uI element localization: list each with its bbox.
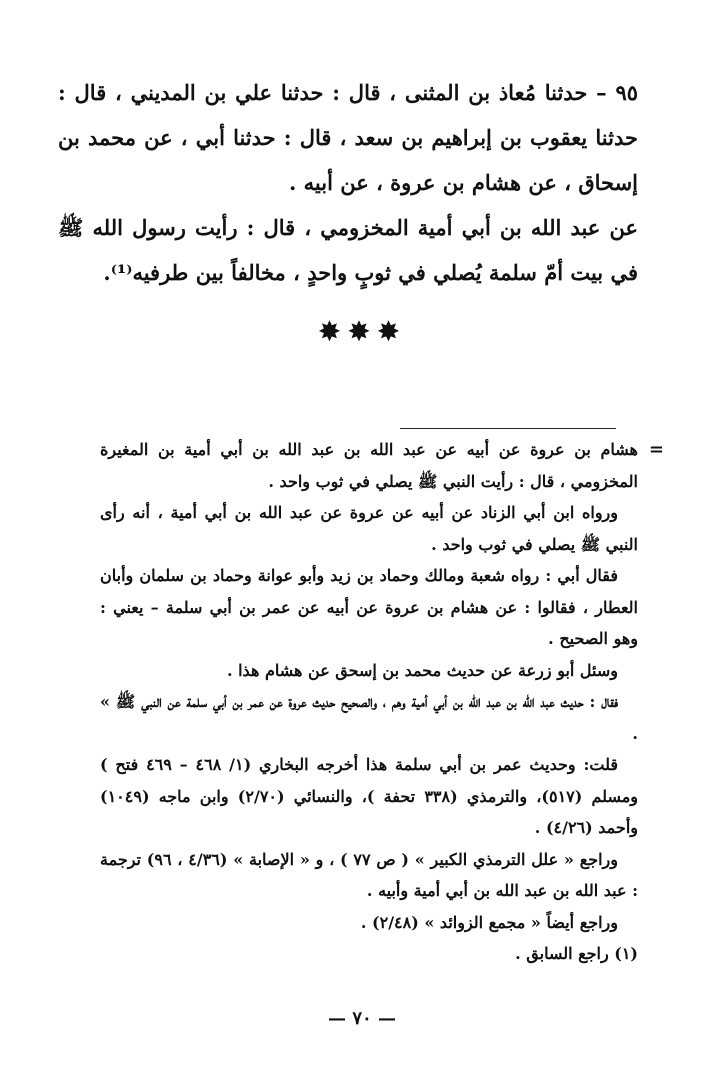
footnote-line: وراجع « علل الترمذي الكبير » ( ص ٧٧ ) ، و « الإصابة » (٤/٣٦ ، ٩٦) ترجمة : عبد الله بن عبد الله بن أبي أمية وأبيه . <box>100 849 638 900</box>
footnote-divider <box>400 428 616 429</box>
hadith-paragraph-isnad: ٩٥ – حدثنا مُعاذ بن المثنى ، قال : حدثنا علي بن المديني ، قال : حدثنا يعقوب بن إبراهيم بن سعد ، قال : حدثنا أبي ، عن محمد بن إسحاق ، عن هشام بن عروة ، عن أبيه . <box>58 80 638 195</box>
footnote-text: هشام بن عروة عن أبيه عن عبد الله بن عبد الله بن أبي أمية بن المغيرة المخزومي ، قال : رأيت النبي ﷺ يصلي في ثوب واحد . <box>100 440 638 491</box>
footnote-line: فقال : حديث عبد الله بن عبد الله بن أبي أمية وهم ، والصحيح حديث عروة عن عمر بن أبي سلمة عن النبي ﷺ » . <box>100 692 638 743</box>
hadith-paragraph-matn: عن عبد الله بن أبي أمية المخزومي ، قال : رأيت رسول الله ﷺ في بيت أمّ سلمة يُصلي في ثوبٍ واحدٍ ، مخالفاً بين طرفيه⁽¹⁾. <box>58 215 638 285</box>
footnote-line: وراجع أيضاً « مجمع الزوائد » (٢/٤٨) . <box>360 912 618 932</box>
footnote-line: وسئل أبو زرعة عن حديث محمد بن إسحق عن هشام هذا . <box>226 660 618 680</box>
footnote-line: فقال أبي : رواه شعبة ومالك وحماد بن زيد وأبو عوانة وحماد بن سلمان وأبان العطار ، فقالوا : عن هشام بن عروة عن أبيه عن عمر بن أبي سلمة – يعني : وهو الصحيح . <box>100 566 638 648</box>
footnote-line <box>100 434 664 497</box>
main-text <box>58 70 638 295</box>
continuation-mark: = <box>648 439 664 460</box>
footnote-line: ورواه ابن أبي الزناد عن أبيه عن عروة عن عبد الله بن أبي أمية ، أنه رأى النبي ﷺ يصلي في ثوب واحد . <box>100 503 638 554</box>
footnotes <box>100 434 664 970</box>
footnote-1: (١) راجع السابق . <box>515 944 638 963</box>
page-number: — ٧٠ — <box>328 1008 396 1029</box>
footnote-line: قلت: وحديث عمر بن أبي سلمة هذا أخرجه البخاري (١/ ٤٦٨ – ٤٦٩ فتح ) ومسلم (٥١٧)، والترمذي (٣٣٨ تحفة )، والنسائي (٢/٧٠) وابن ماجه (١٠٤٩) وأحمد (٤/٢٦) . <box>100 755 639 837</box>
section-separator-stars: ✸✸✸ <box>317 315 407 348</box>
